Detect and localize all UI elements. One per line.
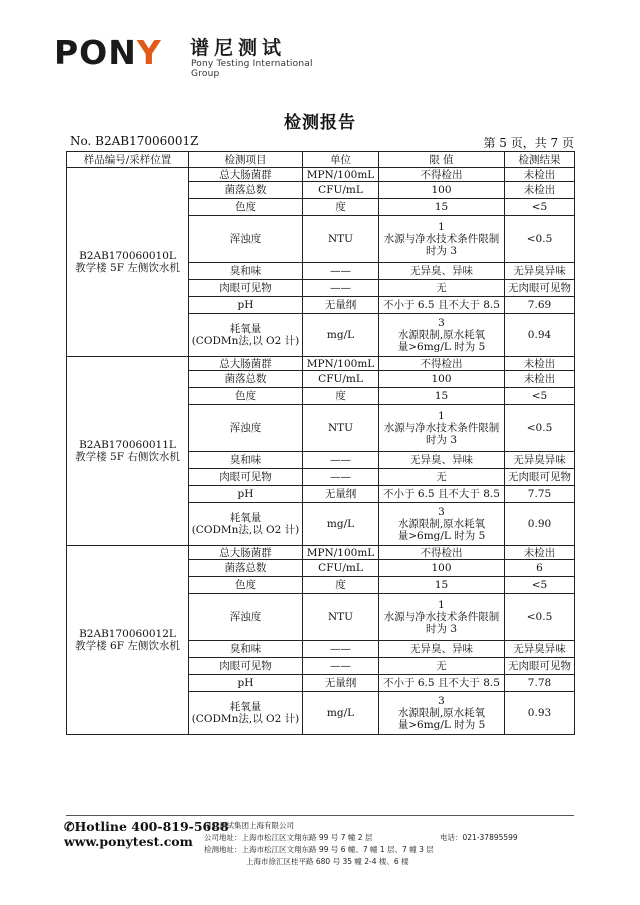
results-table [66,151,575,735]
item-cell: 耗氧量 (CODMn法,以 O2 计) [189,692,303,735]
result-cell: <5 [505,199,575,216]
result-cell: 0.90 [505,503,575,546]
unit-cell: 度 [303,388,379,405]
table-row [67,168,575,182]
item-cell: 耗氧量 (CODMn法,以 O2 计) [189,503,303,546]
unit-cell: mg/L [303,503,379,546]
unit-cell: 无量纲 [303,486,379,503]
item-cell: 色度 [189,577,303,594]
column-header: 样品编号/采样位置 [67,152,189,168]
limit-cell: 1 水源与净水技术条件限制 时为 3 [379,594,505,641]
item-cell: 菌落总数 [189,560,303,577]
result-cell: 7.78 [505,675,575,692]
result-cell: 0.93 [505,692,575,735]
limit-cell: 15 [379,388,505,405]
result-cell: 7.69 [505,297,575,314]
result-cell: <0.5 [505,405,575,452]
sample-cell: B2AB170060011L 教学楼 5F 右侧饮水机 [67,357,189,546]
result-cell: 无异臭异味 [505,263,575,280]
item-cell: 浑浊度 [189,216,303,263]
limit-cell: 不小于 6.5 且不大于 8.5 [379,297,505,314]
item-cell: 色度 [189,199,303,216]
limit-cell: 无 [379,658,505,675]
limit-cell: 无 [379,469,505,486]
unit-cell: MPN/100mL [303,168,379,182]
item-cell: 色度 [189,388,303,405]
limit-cell: 无异臭、异味 [379,452,505,469]
result-cell: <0.5 [505,594,575,641]
unit-cell: CFU/mL [303,560,379,577]
result-cell: <0.5 [505,216,575,263]
lab-address-2: 上海市徐汇区桂平路 680 号 35 幢 2-4 楼、6 楼 [246,857,409,866]
item-cell: 菌落总数 [189,182,303,199]
sample-cell: B2AB170060012L 教学楼 6F 左侧饮水机 [67,546,189,735]
result-cell: <5 [505,577,575,594]
result-cell: 无肉眼可见物 [505,280,575,297]
item-cell: 菌落总数 [189,371,303,388]
limit-cell: 不小于 6.5 且不大于 8.5 [379,486,505,503]
limit-cell: 1 水源与净水技术条件限制 时为 3 [379,405,505,452]
item-cell: 臭和味 [189,263,303,280]
limit-cell: 无异臭、异味 [379,641,505,658]
item-cell: 浑浊度 [189,405,303,452]
limit-cell: 不得检出 [379,357,505,371]
result-cell: 6 [505,560,575,577]
result-cell: 无肉眼可见物 [505,658,575,675]
unit-cell: —— [303,658,379,675]
result-cell: 0.94 [505,314,575,357]
logo-english-name: Pony Testing International Group [191,59,313,79]
item-cell: 耗氧量 (CODMn法,以 O2 计) [189,314,303,357]
table-row [67,357,575,371]
result-cell: 未检出 [505,546,575,560]
unit-cell: NTU [303,216,379,263]
result-cell: 7.75 [505,486,575,503]
limit-cell: 100 [379,371,505,388]
limit-cell: 3 水源限制,原水耗氧 量>6mg/L 时为 5 [379,503,505,546]
column-header: 检测项目 [189,152,303,168]
result-cell: 未检出 [505,371,575,388]
website: www.ponytest.com [64,834,193,849]
limit-cell: 3 水源限制,原水耗氧 量>6mg/L 时为 5 [379,692,505,735]
limit-cell: 不小于 6.5 且不大于 8.5 [379,675,505,692]
item-cell: 肉眼可见物 [189,280,303,297]
item-cell: 总大肠菌群 [189,168,303,182]
item-cell: pH [189,486,303,503]
logo-text: PONY [54,33,162,72]
limit-cell: 15 [379,577,505,594]
result-cell: 无异臭异味 [505,452,575,469]
table-row [67,546,575,560]
unit-cell: 度 [303,199,379,216]
hotline: ✆Hotline 400-819-5688 [64,819,229,834]
result-cell: 未检出 [505,182,575,199]
unit-cell: CFU/mL [303,371,379,388]
limit-cell: 100 [379,560,505,577]
limit-cell: 100 [379,182,505,199]
column-header: 检测结果 [505,152,575,168]
unit-cell: —— [303,452,379,469]
result-cell: 未检出 [505,357,575,371]
column-header: 限 值 [379,152,505,168]
result-cell: 无异臭异味 [505,641,575,658]
unit-cell: mg/L [303,692,379,735]
office-address: 公司地址：上海市松江区文翔东路 99 号 7 幢 2 层 [204,833,373,842]
logo-chinese-name: 谱尼测试 [190,37,287,59]
logo-mark [54,33,162,73]
page-info: 第 5 页，共 7 页 [483,136,574,150]
unit-cell: NTU [303,594,379,641]
unit-cell: 无量纲 [303,675,379,692]
lab-address-1: 检测地址：上海市松江区文翔东路 99 号 6 幢、7 幢 1 层、7 幢 3 层 [204,845,434,854]
item-cell: 总大肠菌群 [189,546,303,560]
report-title: 检测报告 [284,113,356,133]
limit-cell: 15 [379,199,505,216]
table-header-row [67,152,575,168]
limit-cell: 不得检出 [379,546,505,560]
phone: 电话：021-37895599 [440,833,518,842]
document-number: No. B2AB17006001Z [70,134,199,148]
item-cell: 肉眼可见物 [189,469,303,486]
unit-cell: MPN/100mL [303,546,379,560]
item-cell: 浑浊度 [189,594,303,641]
limit-cell: 无 [379,280,505,297]
item-cell: 肉眼可见物 [189,658,303,675]
item-cell: 总大肠菌群 [189,357,303,371]
limit-cell: 3 水源限制,原水耗氧 量>6mg/L 时为 5 [379,314,505,357]
item-cell: 臭和味 [189,452,303,469]
item-cell: pH [189,675,303,692]
unit-cell: —— [303,263,379,280]
item-cell: 臭和味 [189,641,303,658]
sample-cell: B2AB170060010L 教学楼 5F 左侧饮水机 [67,168,189,357]
unit-cell: —— [303,641,379,658]
unit-cell: CFU/mL [303,182,379,199]
item-cell: pH [189,297,303,314]
result-cell: 无肉眼可见物 [505,469,575,486]
company-name: 谱尼测试集团上海有限公司 [204,821,294,830]
unit-cell: —— [303,469,379,486]
unit-cell: NTU [303,405,379,452]
limit-cell: 1 水源与净水技术条件限制 时为 3 [379,216,505,263]
unit-cell: mg/L [303,314,379,357]
limit-cell: 无异臭、异味 [379,263,505,280]
column-header: 单位 [303,152,379,168]
result-cell: <5 [505,388,575,405]
result-cell: 未检出 [505,168,575,182]
unit-cell: 无量纲 [303,297,379,314]
unit-cell: 度 [303,577,379,594]
unit-cell: MPN/100mL [303,357,379,371]
company-logo [54,33,334,77]
footer-divider [66,815,574,816]
limit-cell: 不得检出 [379,168,505,182]
unit-cell: —— [303,280,379,297]
